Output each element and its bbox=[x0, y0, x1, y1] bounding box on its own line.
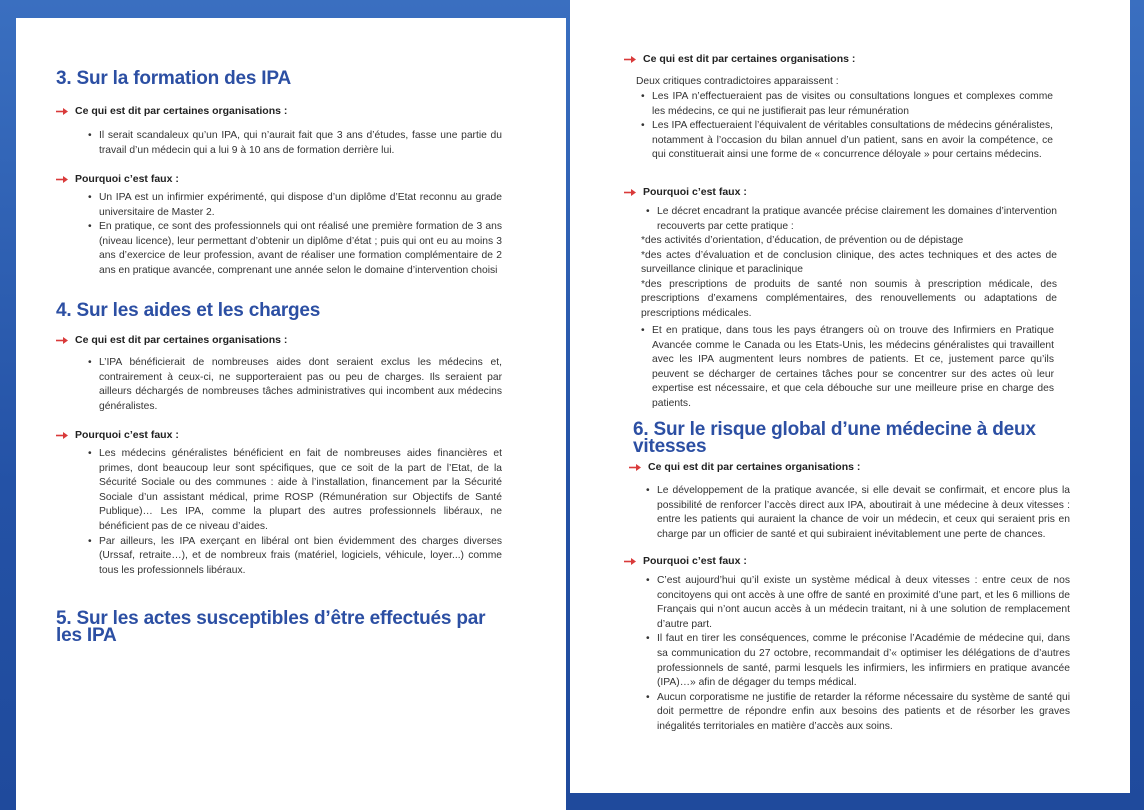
list-item: • Un IPA est un infirmier expérimenté, qui dispose d’un diplôme d’Etat reconnu au grade universitaire de Master 2. bbox=[88, 191, 502, 220]
label-text: Ce qui est dit par certaines organisations : bbox=[648, 461, 861, 473]
s3-answer-list bbox=[88, 191, 502, 279]
red-arrow-icon bbox=[629, 463, 642, 472]
s4-question-label bbox=[56, 334, 287, 347]
list-item: • Le développement de la pratique avancée, si elle devait se confirmait, et encore plus la possibilité de renforcer l’accès direct aux IPA, aboutirait à une médecine à deux vitesses : entre les patients qui auraient la chance de voir un médecin, et ceux qui seraient pris en charge par un officier de santé et qui subiraient inévitablement une perte de chances. bbox=[646, 484, 1070, 542]
s6-question-list bbox=[646, 484, 1070, 542]
s5-answer-list-a bbox=[646, 205, 1057, 234]
s6-question-label bbox=[629, 461, 860, 474]
red-arrow-icon bbox=[56, 107, 69, 116]
list-item: • L’IPA bénéficierait de nombreuses aides dont seraient exclus les médecins et, contrairement à ceux-ci, ne supporteraient pas ou peu de charges. Ils seraient par ailleurs déchargés de nombreuses tâches administratives qui incombent aux médecins généralistes. bbox=[88, 356, 502, 414]
list-item: • Il serait scandaleux qu’un IPA, qui n’aurait fait que 3 ans d’études, fasse une partie du travail d’un médecin qui a lui 9 à 10 ans de formation derrière lui. bbox=[88, 129, 502, 158]
label-text: Ce qui est dit par certaines organisations : bbox=[643, 53, 856, 65]
s5-question-label bbox=[624, 53, 855, 66]
domain-line: *des activités d’orientation, d’éducation, de prévention ou de dépistage bbox=[641, 235, 964, 246]
list-item: • C’est aujourd’hui qu’il existe un système médical à deux vitesses : entre ceux de nos concitoyens qui ont accès à une offre de santé en proximité d’une part, et les 6 millions de Français qui n’ont aucun accès à un médecin traitant, ni à une solution de remplacement d’autre part. bbox=[646, 574, 1070, 632]
list-item: • En pratique, ce sont des professionnels qui ont réalisé une première formation de 3 ans (niveau licence), leur permettant d’obtenir un diplôme d’état ; puis qui ont eu au moins 3 ans d’exercice de leur profession, avant de réaliser une formation complémentaire de 2 ans en pratique avancée, comprenant une année selon le domaine d’intervention choisi bbox=[88, 220, 502, 278]
section-6-title: 6. Sur le risque global d’une médecine à deux vitesses bbox=[633, 419, 1036, 457]
s5-question-list bbox=[641, 90, 1053, 163]
label-text: Ce qui est dit par certaines organisations : bbox=[75, 334, 288, 346]
red-arrow-icon bbox=[624, 188, 637, 197]
domain-line: *des prescriptions de produits de santé non soumis à prescription médicale, des prescriptions d’examens complémentaires, des renouvellements ou adaptations de prescriptions médicales. bbox=[641, 278, 1057, 319]
list-item: • Par ailleurs, les IPA exerçant en libéral ont bien évidemment des charges diverses (Urssaf, retraite…), et de nombreux frais (matériel, logiciels, véhicule, loyer...) comme tous les professionnels libéraux. bbox=[88, 535, 502, 579]
label-text: Pourquoi c’est faux : bbox=[643, 555, 747, 567]
s6-answer-label bbox=[624, 555, 747, 568]
section-3-title: 3. Sur la formation des IPA bbox=[56, 68, 291, 89]
s4-answer-label bbox=[56, 429, 179, 442]
s5-answer-label bbox=[624, 186, 747, 199]
list-item: • Les IPA effectueraient l’équivalent de véritables consultations de médecins généralistes, notamment à l’occasion du bilan annuel d’un patient, sans en avoir la compétence, ce qui constituerait ainsi une forme de « concurrence déloyale » pour certains médecins. bbox=[641, 119, 1053, 163]
label-text: Pourquoi c’est faux : bbox=[75, 429, 179, 441]
section-5-title: 5. Sur les actes susceptibles d’être effectués par les IPA bbox=[56, 608, 486, 646]
label-text: Pourquoi c’est faux : bbox=[643, 186, 747, 198]
domain-line: *des actes d’évaluation et de conclusion clinique, des actes techniques et des actes de surveillance clinique et paraclinique bbox=[641, 249, 1057, 276]
s4-answer-list bbox=[88, 447, 502, 578]
left-page bbox=[16, 18, 566, 810]
s3-question-list bbox=[88, 129, 502, 158]
right-page bbox=[570, 0, 1130, 793]
s5-answer-list-b bbox=[641, 324, 1054, 412]
list-item: • Il faut en tirer les conséquences, comme le préconise l’Académie de médecine qui, dans sa communication du 27 octobre, recommandait d’« optimiser les délégations de d’autres professionnels de santé, parmi lesquels les infirmiers, les infirmiers en pratique avancée (IPA)…» afin de dégager du temps médical. bbox=[646, 632, 1070, 690]
s3-question-label bbox=[56, 105, 287, 118]
list-item: • Et en pratique, dans tous les pays étrangers où on trouve des Infirmiers en Pratique Avancée comme le Canada ou les Etats-Unis, les médecins généralistes qui travaillent avec les IPA augmentent leurs nombres de patients. Et ce, justement parce qu’ils peuvent se décharger de certaines tâches pour se concentrer sur des actes où leur expertise est nécessaire, et que cela débouche sur une meilleure prise en charge des patients. bbox=[641, 324, 1054, 412]
red-arrow-icon bbox=[624, 557, 637, 566]
s5-domain-lines bbox=[641, 234, 1057, 322]
s6-answer-list bbox=[646, 574, 1070, 735]
label-text: Pourquoi c’est faux : bbox=[75, 173, 179, 185]
red-arrow-icon bbox=[624, 55, 637, 64]
list-item: • Les IPA n’effectueraient pas de visites ou consultations longues et complexes comme les médecins, ce qui ne justifierait pas leur rémunération bbox=[641, 90, 1053, 119]
section-4-title: 4. Sur les aides et les charges bbox=[56, 300, 321, 321]
s3-answer-label bbox=[56, 173, 179, 186]
label-text: Ce qui est dit par certaines organisations : bbox=[75, 105, 288, 117]
list-item: • Le décret encadrant la pratique avancée précise clairement les domaines d’intervention recouverts par cette pratique : bbox=[646, 205, 1057, 234]
s5-intro: Deux critiques contradictoires apparaissent : bbox=[636, 76, 839, 87]
list-item: • Les médecins généralistes bénéficient en fait de nombreuses aides financières et primes, dont beaucoup leur sont spécifiques, que ce soit de la part de l’Etat, de la Sécurité Sociale ou des communes : aide à l’installation, financement par la Sécurité Sociale d’un assistant médical, prime ROSP (Rémunération sur Objectifs de Santé Publique)… Les IPA, comme la plupart des autres professionnels libéraux, ne bénéficient pas de ce niveau d’aides. bbox=[88, 447, 502, 535]
red-arrow-icon bbox=[56, 431, 69, 440]
red-arrow-icon bbox=[56, 175, 69, 184]
red-arrow-icon bbox=[56, 336, 69, 345]
list-item: • Aucun corporatisme ne justifie de retarder la réforme nécessaire du système de santé qui doit permettre de répondre enfin aux besoins des patients et de résorber les graves inégalités territoriales en matière d’accès aux soins. bbox=[646, 691, 1070, 735]
s4-question-list bbox=[88, 356, 502, 414]
